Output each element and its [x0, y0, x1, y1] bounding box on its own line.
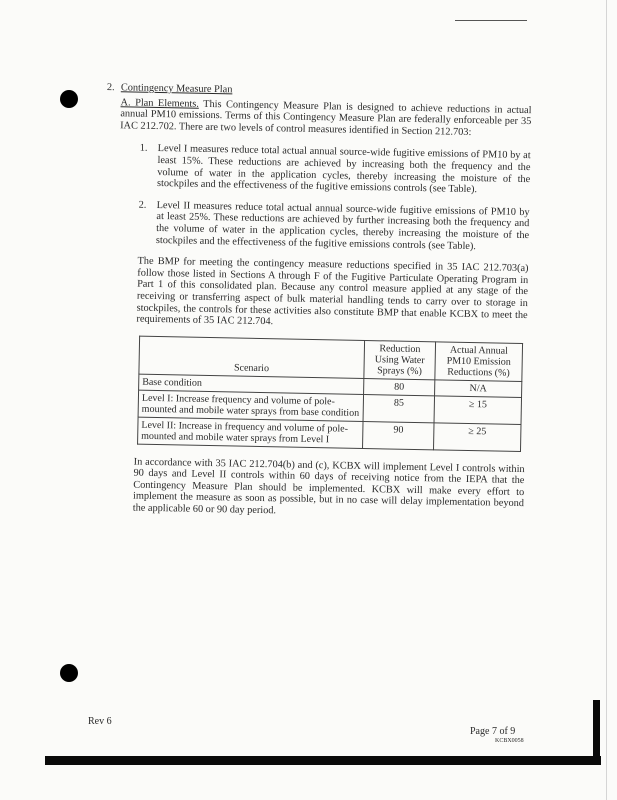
cell-actual: ≥ 15	[434, 396, 522, 425]
section-number: 2.	[106, 82, 115, 94]
cell-scenario: Base condition	[139, 374, 364, 394]
page-number: Page 7 of 9	[470, 726, 516, 737]
revision-label: Rev 6	[88, 716, 112, 727]
closing-paragraph: In accordance with 35 IAC 212.704(b) and (c), KCBX will implement Level I controls within 90 days and Level II controls within 60 days of receiving notice from the IEPA that the Contingency Measure Plan should be implemented. KCBX will make every effort to implement the measure as soon as possible, but in no case will delay implementation beyond the applicable 60 or 90 day period.	[132, 456, 525, 517]
reduction-table	[137, 335, 523, 451]
section-title: Contingency Measure Plan	[120, 82, 233, 96]
subsection-a-paragraph	[120, 97, 532, 140]
cell-reduction: 90	[363, 421, 435, 449]
scan-border-bottom	[45, 756, 601, 765]
level-text: Level II measures reduce total actual annual source-wide fugitive emissions of PM10 by at least 25%. These reductions are achieved by further increasing both the frequency and the volume of water in the application cycles, thereby increasing the moisture of the stockpiles and the effectiveness of the fugitive emissions controls (see Table).	[155, 199, 530, 252]
level-number: 2.	[138, 199, 147, 211]
bmp-paragraph: The BMP for meeting the contingency measure reductions specified in 35 IAC 212.703(a) follow those listed in Sections A through F of the Fugitive Particulate Operating Program in Part 1 of this consolidated plan. Because any control measure applied at any stage of the receiving or transferring aspect of bulk material handling tends to carry over to storage in stockpiles, the controls for these activities also constitute BMP that enable KCBX to meet the requirements of 35 IAC 212.704.	[136, 255, 529, 328]
subsection-a-lead: A. Plan Elements.	[120, 96, 199, 110]
cell-reduction: 80	[364, 378, 435, 395]
header-rule	[455, 20, 527, 21]
header-scenario: Scenario	[139, 336, 365, 378]
document-id: KCBX0058	[495, 738, 524, 744]
cell-actual: ≥ 25	[434, 423, 522, 452]
level-item-1	[139, 143, 531, 197]
document-body	[99, 82, 532, 532]
header-reduction: Reduction Using Water Sprays (%)	[364, 340, 436, 379]
level-number: 1.	[139, 143, 148, 155]
cell-reduction: 85	[363, 394, 435, 422]
cell-actual: N/A	[435, 380, 522, 398]
scan-border-notch	[584, 700, 593, 756]
page-edge	[606, 0, 607, 800]
level-item-2	[138, 199, 530, 253]
level-text: Level I measures reduce total actual annual source-wide fugitive emissions of PM10 by at least 15%. These reductions are achieved by increasing both the frequency and the volume of water in the application cycles, thereby increasing the moisture of the stockpiles and the effectiveness of the fugitive emissions controls (see Table).	[156, 143, 531, 196]
subsection-a-text: This Contingency Measure Plan is designed to achieve reductions in actual annual PM10 emissions. Terms of this Contingency Measure Plan are federally enforceable per 35 IAC 212.702. There are two levels of control measures identified in Section 212.703:	[120, 98, 532, 138]
cell-scenario: Level II: Increase in frequency and volume of pole-mounted and mobile water sprays from Level I	[138, 417, 363, 448]
punch-hole	[60, 664, 78, 682]
header-actual: Actual Annual PM10 Emission Reductions (%)	[435, 342, 523, 382]
punch-hole	[60, 90, 78, 108]
cell-scenario: Level I: Increase frequency and volume of pole-mounted and mobile water sprays from base condition	[138, 390, 363, 421]
